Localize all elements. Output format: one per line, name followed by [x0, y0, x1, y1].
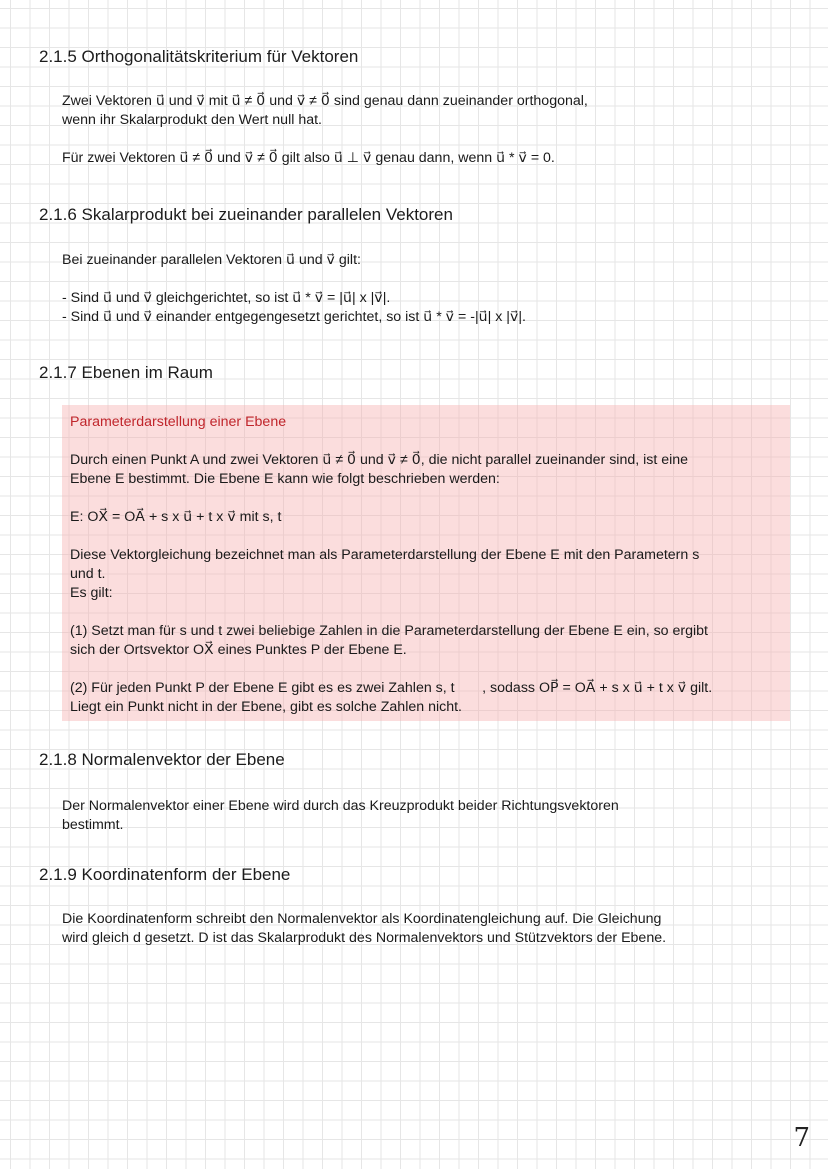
section-heading-2-1-8: 2.1.8 Normalenvektor der Ebene [39, 750, 285, 769]
parameter-form-box [62, 405, 790, 721]
section-heading-2-1-6: 2.1.6 Skalarprodukt bei zueinander parallelen Vektoren [39, 205, 453, 224]
parallel-case-1: - Sind u⃗ und v⃗ gleichgerichtet, so ist u⃗ * v⃗ = |u⃗| x |v⃗|. [62, 290, 391, 306]
box-text-3-line-1: Diese Vektorgleichung bezeichnet man als Parameterdarstellung der Ebene E mit den Parametern s [70, 547, 700, 563]
box-text-3-line-3: Es gilt: [70, 585, 113, 601]
orthogonality-criterion: Für zwei Vektoren u⃗ ≠ 0⃗ und v⃗ ≠ 0⃗ gilt also u⃗ ⊥ v⃗ genau dann, wenn u⃗ * v⃗ = 0. [62, 150, 555, 166]
page-number: 7 [793, 1123, 810, 1153]
coordinate-form-line-1: Die Koordinatenform schreibt den Normalenvektor als Koordinatengleichung auf. Die Gleichung [62, 911, 662, 927]
box-text-3-line-2: und t. [70, 566, 106, 582]
section-heading-2-1-5: 2.1.5 Orthogonalitätskriterium für Vektoren [39, 47, 359, 66]
section-heading-2-1-9: 2.1.9 Koordinatenform der Ebene [39, 865, 291, 884]
coordinate-form-line-2: wird gleich d gesetzt. D ist das Skalarprodukt des Normalenvektors und Stützvektors der Ebene. [62, 930, 667, 946]
plane-equation: E: OX⃗ = OA⃗ + s x u⃗ + t x v⃗ mit s, t [70, 509, 282, 525]
section-heading-2-1-7: 2.1.7 Ebenen im Raum [39, 363, 213, 382]
box-text-1-line-1: Durch einen Punkt A und zwei Vektoren u⃗ ≠ 0⃗ und v⃗ ≠ 0⃗, die nicht parallel zueinander sind, ist eine [70, 452, 689, 468]
box-text-5-line-2: Liegt ein Punkt nicht in der Ebene, gibt es solche Zahlen nicht. [70, 699, 462, 715]
normal-vector-line-1: Der Normalenvektor einer Ebene wird durch das Kreuzprodukt beider Richtungsvektoren [62, 798, 619, 814]
box-text-5-line-1: (2) Für jeden Punkt P der Ebene E gibt es es zwei Zahlen s, t , sodass OP⃗ = OA⃗ + s x u⃗ + t x v⃗ gilt. [70, 680, 713, 696]
parallel-intro: Bei zueinander parallelen Vektoren u⃗ und v⃗ gilt: [62, 252, 361, 268]
box-text-4-line-1: (1) Setzt man für s und t zwei beliebige Zahlen in die Parameterdarstellung der Ebene E ein, so ergibt [70, 623, 709, 639]
box-text-4-line-2: sich der Ortsvektor OX⃗ eines Punktes P der Ebene E. [70, 642, 407, 658]
normal-vector-line-2: bestimmt. [62, 817, 124, 833]
box-text-1-line-2: Ebene E bestimmt. Die Ebene E kann wie folgt beschrieben werden: [70, 471, 500, 487]
box-title: Parameterdarstellung einer Ebene [70, 414, 287, 430]
orthogonality-text-line-1: Zwei Vektoren u⃗ und v⃗ mit u⃗ ≠ 0⃗ und v⃗ ≠ 0⃗ sind genau dann zueinander orthogonal, [62, 93, 588, 109]
parallel-case-2: - Sind u⃗ und v⃗ einander entgegengesetzt gerichtet, so ist u⃗ * v⃗ = -|u⃗| x |v⃗|. [62, 309, 526, 325]
orthogonality-text-line-2: wenn ihr Skalarprodukt den Wert null hat. [62, 112, 322, 128]
